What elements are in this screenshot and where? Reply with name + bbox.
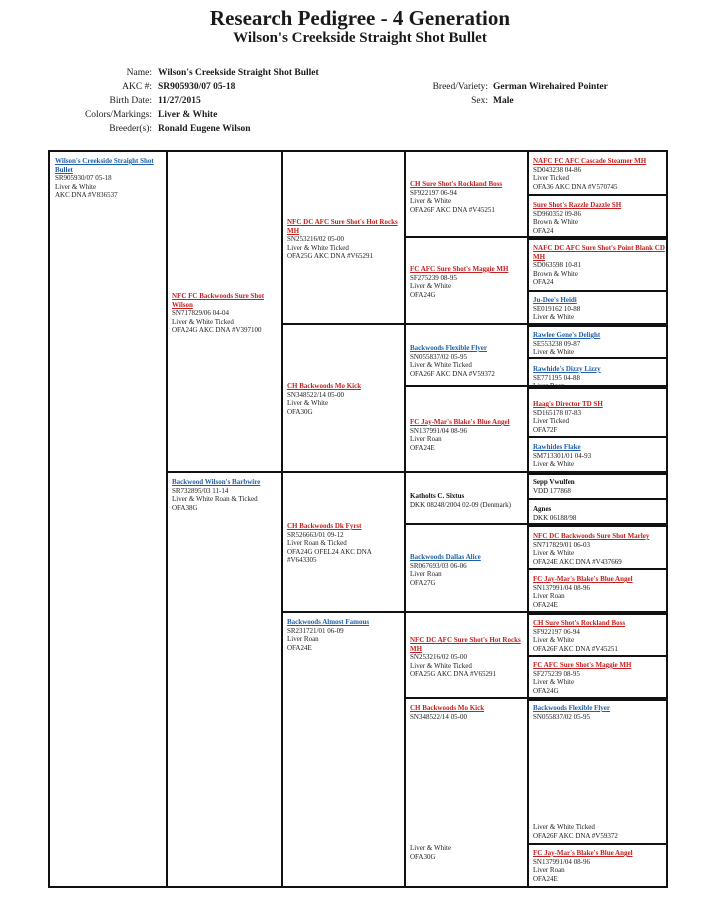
sire-line: SN717829/06 04-04: [172, 309, 229, 318]
ggp-name[interactable]: CH Sure Shot's Rockland Boss: [410, 180, 503, 188]
gggp-line: SF275239 08-95: [533, 669, 580, 678]
colors-label: Colors/Markings:: [84, 110, 152, 120]
ggp-name[interactable]: CH Backwoods Mo Kick: [410, 704, 485, 712]
gggp-cell: [533, 849, 665, 883]
row-divider: [527, 525, 668, 527]
ggp-line: Liver Roan: [410, 570, 442, 579]
gggp-name[interactable]: Rawhides Flake: [533, 443, 581, 451]
gggp-line: SN137991/04 08-96: [533, 857, 590, 866]
colors-value: Liver & White: [158, 110, 218, 120]
ggp-cell: [410, 180, 524, 214]
gggp-cell: [533, 661, 665, 695]
row-divider: [527, 699, 668, 701]
ggp-cell: [410, 704, 524, 721]
grandparent-line: OFA25G AKC DNA #V65291: [287, 252, 374, 261]
gggp-cell: [533, 575, 665, 609]
gggp-line: Liver Roan: [533, 382, 565, 391]
gggp-line: SD063598 10-81: [533, 261, 582, 270]
gggp-line: VDD 177868: [533, 486, 571, 495]
gggp-line: OFA24: [533, 278, 554, 287]
gggp-cell: [533, 331, 665, 357]
grandparent-line: Liver & White Ticked: [287, 243, 349, 252]
grandparent-cell: [287, 618, 401, 652]
gggp-line: Liver Ticked: [533, 174, 569, 183]
grandparent-cell: [287, 522, 401, 565]
ggp-line: Liver & White: [410, 844, 452, 852]
grandparent-line: OFA24E: [287, 643, 312, 652]
grandparent-cell: [287, 218, 401, 261]
grandparent-line: SR231721/01 06-09: [287, 626, 344, 635]
gggp-line: SD960352 09-86: [533, 209, 582, 218]
dam-line: Liver & White Roan & Ticked: [172, 495, 258, 504]
gggp-name[interactable]: FC AFC Sure Shot's Maggie MH: [533, 661, 632, 669]
ggp-name[interactable]: FC AFC Sure Shot's Maggie MH: [410, 265, 509, 273]
grandparent-line: Liver Roan & Ticked: [287, 539, 347, 548]
gggp-line: Liver Ticked: [533, 417, 569, 426]
gggp-name: Sepp Vwulfen: [533, 478, 575, 486]
gggp-line: Liver & White Ticked: [533, 823, 595, 831]
gggp-name[interactable]: FC Jay-Mar's Blake's Blue Angel: [533, 849, 633, 857]
gggp-name[interactable]: NFC DC Backwoods Sure Shot Marley: [533, 532, 650, 540]
gggp-line: Liver & White: [533, 348, 575, 357]
row-divider: [527, 613, 668, 615]
gggp-cell: [533, 443, 665, 469]
gggp-name[interactable]: Haag's Director TD SH: [533, 400, 603, 408]
row-divider: [527, 357, 668, 359]
gggp-line: OFA72F: [533, 425, 558, 434]
row-divider: [527, 194, 668, 196]
sire-name[interactable]: NFC FC Backwoods Sure Shot Wilson: [172, 292, 265, 309]
gggp-line: Brown & White: [533, 218, 578, 227]
ggp-line: Liver & White Ticked: [410, 361, 472, 370]
page-title: Research Pedigree - 4 Generation: [209, 6, 511, 30]
gggp-line: Liver Roan: [533, 866, 565, 875]
row-divider: [527, 843, 668, 845]
ggp-name: Katholts C. Sixtus: [410, 492, 465, 500]
col-divider: [166, 150, 168, 888]
ggp-line: Liver & White: [410, 282, 452, 291]
dam-line: SR732895/03 11-14: [172, 486, 229, 495]
gggp-cell: [533, 296, 665, 322]
grandparent-name[interactable]: CH Backwoods Dk Fyrst: [287, 522, 362, 530]
gggp-line: SF922197 06-94: [533, 627, 580, 636]
row-divider: [527, 498, 668, 500]
ggp-name[interactable]: NFC DC AFC Sure Shot's Hot Rocks MH: [410, 636, 521, 653]
gggp-line: SN137991/04 08-96: [533, 583, 590, 592]
subject-cell: [55, 157, 163, 200]
ggp-line: SF275239 08-95: [410, 273, 457, 282]
row-divider: [527, 238, 668, 240]
gggp-name[interactable]: NAFC DC AFC Sure Shot's Point Blank CD MH: [533, 244, 665, 261]
ggp-line: OFA30G: [410, 852, 436, 861]
ggp-line: SN055837/02 05-95: [410, 352, 467, 361]
subject-line: SR905930/07 05-18: [55, 174, 112, 183]
ggp-cell-bottom: [410, 844, 524, 861]
gggp-cell: [533, 157, 665, 191]
breeder-label: Breeder(s):: [109, 124, 152, 134]
grandparent-line: SN348522/14 05-00: [287, 390, 344, 399]
grandparent-line: SR526663/01 09-12: [287, 530, 344, 539]
ggp-line: SF922197 06-94: [410, 188, 457, 197]
gggp-line: Liver & White: [533, 313, 575, 322]
gggp-line: OFA24: [533, 226, 554, 235]
col-divider: [281, 150, 283, 888]
col-divider: [527, 150, 529, 888]
ggp-line: Liver & White: [410, 197, 452, 206]
ggp-line: SN253216/02 05-00: [410, 653, 467, 662]
ggp-name[interactable]: Backwoods Dallas Alice: [410, 553, 481, 561]
birth-value: 11/27/2015: [158, 96, 201, 106]
birth-label: Birth Date:: [109, 96, 152, 106]
grandparent-line: SN253216/02 05-00: [287, 235, 344, 244]
gggp-line: OFA36 AKC DNA #V570745: [533, 182, 618, 191]
dam-line: OFA38G: [172, 503, 198, 512]
gggp-cell: [533, 400, 665, 434]
name-label: Name:: [126, 68, 152, 78]
ggp-cell: [410, 553, 524, 587]
gggp-line: SD165178 07-83: [533, 408, 582, 417]
ggp-line: OFA24E: [410, 443, 435, 452]
dam-name[interactable]: Backwood Wilson's Barbwire: [172, 478, 261, 486]
ggp-line: SR067693/03 06-06: [410, 561, 467, 570]
grandparent-line: #V643305: [287, 556, 317, 565]
gggp-line: Liver & White: [533, 460, 575, 469]
gggp-cell: [533, 478, 665, 495]
ggp-cell: [410, 265, 524, 299]
grandparent-line: Liver & White: [287, 399, 329, 408]
gggp-name[interactable]: NAFC FC AFC Cascade Steamer MH: [533, 157, 647, 165]
akc-label: AKC #:: [122, 82, 152, 92]
gggp-cell: [533, 704, 665, 721]
sire-cell: [172, 292, 278, 335]
ggp-cell: [410, 492, 524, 509]
gggp-line: OFA24G: [533, 686, 559, 695]
sex-label: Sex:: [471, 96, 488, 106]
row-divider: [527, 290, 668, 292]
grandparent-line: OFA24G OFEL24 AKC DNA: [287, 547, 372, 556]
page-subtitle: Wilson's Creekside Straight Shot Bullet: [233, 30, 487, 46]
grandparent-cell: [287, 382, 401, 416]
ggp-line: Liver Roan: [410, 435, 442, 444]
grandparent-name[interactable]: NFC DC AFC Sure Shot's Hot Rocks MH: [287, 218, 398, 235]
gggp-name[interactable]: Backwoods Flexible Flyer: [533, 704, 610, 712]
ggp-line: OFA27G: [410, 578, 436, 587]
gggp-cell-bottom: [533, 823, 665, 840]
gggp-line: OFA26F AKC DNA #V59372: [533, 831, 618, 840]
gggp-cell: [533, 619, 665, 653]
gggp-name[interactable]: CH Sure Shot's Rockland Boss: [533, 619, 626, 627]
gggp-line: SM713301/01 04-93: [533, 451, 592, 460]
gggp-line: Liver Roan: [533, 592, 565, 601]
gggp-line: Brown & White: [533, 269, 578, 278]
subject-line: AKC DNA #V836537: [55, 191, 118, 200]
gggp-line: Liver & White: [533, 549, 575, 558]
row-divider: [527, 436, 668, 438]
grandparent-name[interactable]: Backwoods Almost Famous: [287, 618, 370, 626]
gggp-line: OFA26F AKC DNA #V45251: [533, 644, 618, 653]
ggp-cell: [410, 418, 524, 452]
gggp-line: SE771195 04-88: [533, 373, 580, 382]
ggp-line: Liver & White Ticked: [410, 661, 472, 670]
row-divider: [527, 325, 668, 327]
ggp-cell: [410, 636, 524, 679]
gggp-name[interactable]: Ju-Dee's Heidi: [533, 296, 577, 304]
gggp-name[interactable]: Rawlee Gene's Delight: [533, 331, 601, 339]
gggp-line: Liver & White: [533, 678, 575, 687]
gggp-name[interactable]: Sure Shot's Razzle Dazzle SH: [533, 201, 622, 209]
akc-value: SR905930/07 05-18: [158, 82, 236, 92]
row-divider: [527, 568, 668, 570]
ggp-line: OFA24G: [410, 290, 436, 299]
grandparent-line: OFA30G: [287, 407, 313, 416]
gggp-cell: [533, 201, 665, 235]
gggp-line: SN717829/01 06-03: [533, 540, 590, 549]
sire-line: Liver & White Ticked: [172, 317, 234, 326]
gggp-line: SN055837/02 05-95: [533, 712, 590, 721]
gggp-cell: [533, 244, 665, 287]
breed-label: Breed/Variety:: [432, 82, 488, 92]
ggp-line: SN348522/14 05-00: [410, 712, 467, 721]
ggp-line: SN137991/04 08-96: [410, 426, 467, 435]
gggp-name: Agnes: [533, 505, 552, 513]
breed-value: German Wirehaired Pointer: [493, 82, 608, 92]
ggp-name[interactable]: Backwoods Flexible Flyer: [410, 344, 487, 352]
sex-value: Male: [493, 96, 514, 106]
subject-line: Liver & White: [55, 182, 97, 191]
gggp-line: DKK 06188/98: [533, 513, 577, 522]
subject-name[interactable]: Wilson's Creekside Straight Shot Bullet: [55, 157, 154, 174]
gggp-line: Liver & White: [533, 636, 575, 645]
ggp-line: OFA26F AKC DNA #V45251: [410, 205, 495, 214]
info-block: [0, 0, 720, 140]
gggp-line: OFA24E AKC DNA #V437669: [533, 557, 622, 566]
gggp-name[interactable]: Rawhide's Dizzy Lizzy: [533, 365, 601, 373]
gggp-line: OFA24E: [533, 874, 558, 883]
ggp-line: DKK 08248/2004 02-09 (Denmark): [410, 500, 511, 509]
row-divider: [527, 473, 668, 475]
ggp-name[interactable]: FC Jay-Mar's Blake's Blue Angel: [410, 418, 510, 426]
gggp-line: SD043238 04-86: [533, 165, 582, 174]
gggp-cell: [533, 365, 665, 391]
ggp-line: OFA26F AKC DNA #V59372: [410, 369, 495, 378]
col-divider: [404, 150, 406, 888]
grandparent-name[interactable]: CH Backwoods Mo Kick: [287, 382, 362, 390]
breeder-value: Ronald Eugene Wilson: [158, 124, 251, 134]
gggp-line: OFA24E: [533, 600, 558, 609]
ggp-cell: [410, 344, 524, 378]
name-value: Wilson's Creekside Straight Shot Bullet: [158, 68, 319, 78]
gggp-line: SE553238 09-87: [533, 339, 581, 348]
gggp-cell: [533, 505, 665, 522]
grandparent-line: Liver Roan: [287, 635, 319, 644]
gggp-name[interactable]: FC Jay-Mar's Blake's Blue Angel: [533, 575, 633, 583]
gggp-line: SE019162 10-88: [533, 304, 581, 313]
ggp-line: OFA25G AKC DNA #V65291: [410, 670, 497, 679]
dam-cell: [172, 478, 278, 512]
row-divider: [527, 655, 668, 657]
gggp-cell: [533, 532, 665, 566]
sire-line: OFA24G AKC DNA #V397100: [172, 326, 262, 335]
